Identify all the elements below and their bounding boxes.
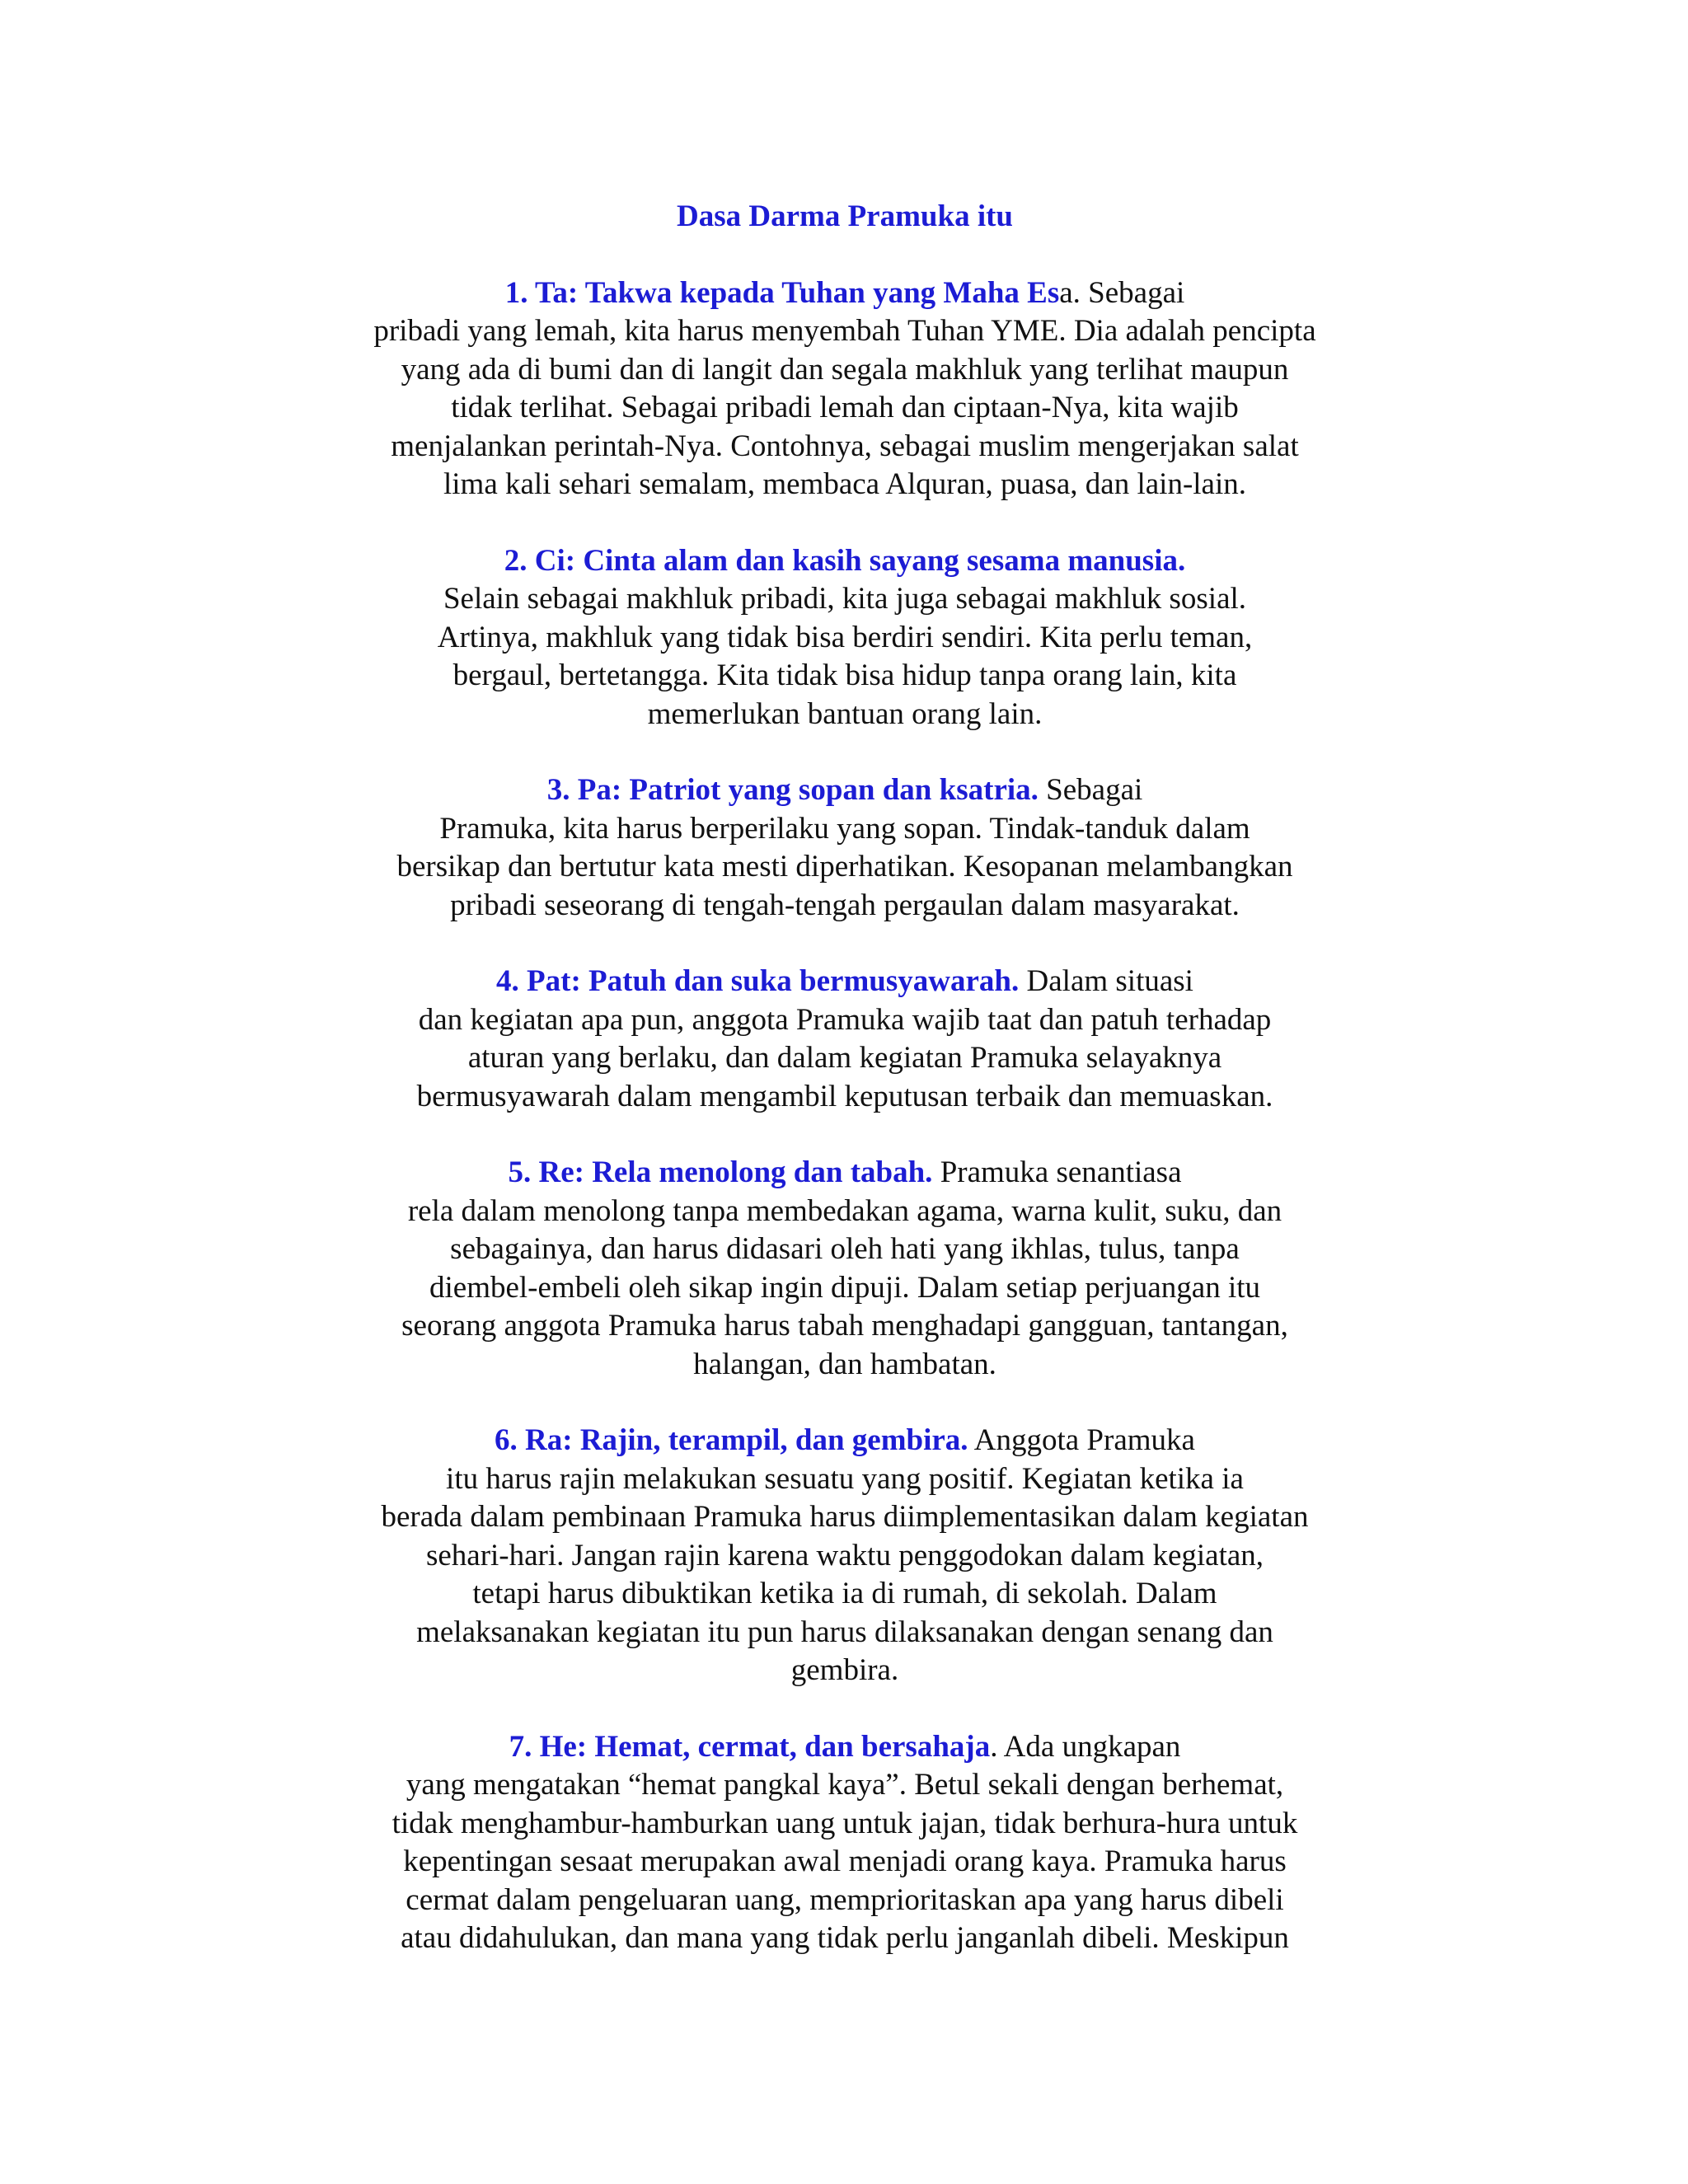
- item-line: Artinya, makhluk yang tidak bisa berdiri sendiri. Kita perlu teman,: [437, 620, 1253, 654]
- item-line: berada dalam pembinaan Pramuka harus diimplementasikan dalam kegiatan: [381, 1500, 1309, 1534]
- item-line: kepentingan sesaat merupakan awal menjadi orang kaya. Pramuka harus: [403, 1844, 1287, 1878]
- darma-item-2: [313, 542, 1376, 734]
- item-first-rest: Sebagai: [1038, 773, 1143, 807]
- item-first-line: [313, 771, 1376, 810]
- item-line: sebagainya, dan harus didasari oleh hati yang ikhlas, tulus, tanpa: [450, 1232, 1240, 1266]
- item-heading: 5. Re: Rela menolong dan tabah.: [508, 1155, 933, 1189]
- item-line: tetapi harus dibuktikan ketika ia di rumah, di sekolah. Dalam: [472, 1577, 1217, 1610]
- darma-item-5: [313, 1154, 1376, 1384]
- darma-item-7: [313, 1728, 1376, 1958]
- darma-item-6: [313, 1422, 1376, 1690]
- item-line: sehari-hari. Jangan rajin karena waktu penggodokan dalam kegiatan,: [425, 1538, 1264, 1572]
- item-line: Selain sebagai makhluk pribadi, kita juga sebagai makhluk sosial.: [443, 582, 1247, 616]
- item-first-rest: Anggota Pramuka: [968, 1423, 1195, 1457]
- item-line: menjalankan perintah-Nya. Contohnya, sebagai muslim mengerjakan salat: [391, 429, 1299, 463]
- item-line: pribadi seseorang di tengah-tengah pergaulan dalam masyarakat.: [450, 888, 1240, 922]
- darma-item-4: [313, 963, 1376, 1116]
- item-line: bergaul, bertetangga. Kita tidak bisa hidup tanpa orang lain, kita: [452, 658, 1237, 692]
- item-line: aturan yang berlaku, dan dalam kegiatan Pramuka selayaknya: [467, 1041, 1222, 1075]
- item-heading: 6. Ra: Rajin, terampil, dan gembira.: [495, 1423, 968, 1457]
- item-line: memerlukan bantuan orang lain.: [647, 696, 1043, 731]
- item-first-line: [313, 963, 1376, 1001]
- item-first-rest: a. Sebagai: [1059, 275, 1185, 310]
- item-line: itu harus rajin melakukan sesuatu yang positif. Kegiatan ketika ia: [446, 1461, 1244, 1496]
- item-line: pribadi yang lemah, kita harus menyembah Tuhan YME. Dia adalah pencipta: [373, 314, 1316, 348]
- item-line: lima kali sehari semalam, membaca Alquran, puasa, dan lain-lain.: [443, 467, 1246, 501]
- darma-item-1: [313, 274, 1376, 504]
- item-first-line: [313, 1422, 1376, 1460]
- item-line: yang mengatakan “hemat pangkal kaya”. Betul sekali dengan berhemat,: [406, 1768, 1284, 1802]
- item-line: tidak menghambur-hamburkan uang untuk jajan, tidak berhura-hura untuk: [392, 1806, 1298, 1840]
- item-first-rest: Pramuka senantiasa: [932, 1155, 1182, 1189]
- item-line: dan kegiatan apa pun, anggota Pramuka wajib taat dan patuh terhadap: [418, 1002, 1272, 1037]
- item-line: tidak terlihat. Sebagai pribadi lemah dan ciptaan-Nya, kita wajib: [451, 391, 1239, 424]
- item-line: gembira.: [790, 1653, 899, 1687]
- item-line: halangan, dan hambatan.: [693, 1347, 996, 1381]
- item-line: Pramuka, kita harus berperilaku yang sopan. Tindak-tanduk dalam: [439, 811, 1250, 846]
- item-first-rest: Dalam situasi: [1019, 964, 1193, 998]
- item-line: yang ada di bumi dan di langit dan segala makhluk yang terlihat maupun: [401, 352, 1289, 387]
- item-heading: 1. Ta: Takwa kepada Tuhan yang Maha Es: [504, 275, 1060, 310]
- item-line: bersikap dan bertutur kata mesti diperhatikan. Kesopanan melambangkan: [396, 850, 1293, 883]
- item-line: melaksanakan kegiatan itu pun harus dilaksanakan dengan senang dan: [416, 1615, 1273, 1649]
- item-line: seorang anggota Pramuka harus tabah menghadapi gangguan, tantangan,: [401, 1309, 1288, 1343]
- item-heading: 7. He: Hemat, cermat, dan bersahaja: [509, 1729, 991, 1764]
- item-line: bermusyawarah dalam mengambil keputusan terbaik dan memuaskan.: [416, 1079, 1273, 1113]
- item-first-line: [313, 1154, 1376, 1193]
- document-title: Dasa Darma Pramuka itu: [676, 199, 1013, 233]
- item-heading: 2. Ci: Cinta alam dan kasih sayang sesama manusia.: [504, 543, 1186, 578]
- item-first-line: [313, 542, 1376, 581]
- darma-item-3: [313, 771, 1376, 925]
- item-first-rest: . Ada ungkapan: [990, 1729, 1181, 1764]
- item-line: rela dalam menolong tanpa membedakan agama, warna kulit, suku, dan: [407, 1193, 1282, 1228]
- item-heading: 3. Pa: Patriot yang sopan dan ksatria.: [546, 773, 1039, 807]
- item-line: cermat dalam pengeluaran uang, memprioritaskan apa yang harus dibeli: [406, 1882, 1284, 1917]
- item-line: diembel-embeli oleh sikap ingin dipuji. Dalam setiap perjuangan itu: [429, 1270, 1260, 1305]
- item-heading: 4. Pat: Patuh dan suka bermusyawarah.: [496, 964, 1020, 998]
- item-line: atau didahulukan, dan mana yang tidak perlu janganlah dibeli. Meskipun: [401, 1921, 1289, 1955]
- item-first-line: [313, 274, 1376, 313]
- document-page: [313, 198, 1376, 1996]
- item-first-line: [313, 1728, 1376, 1767]
